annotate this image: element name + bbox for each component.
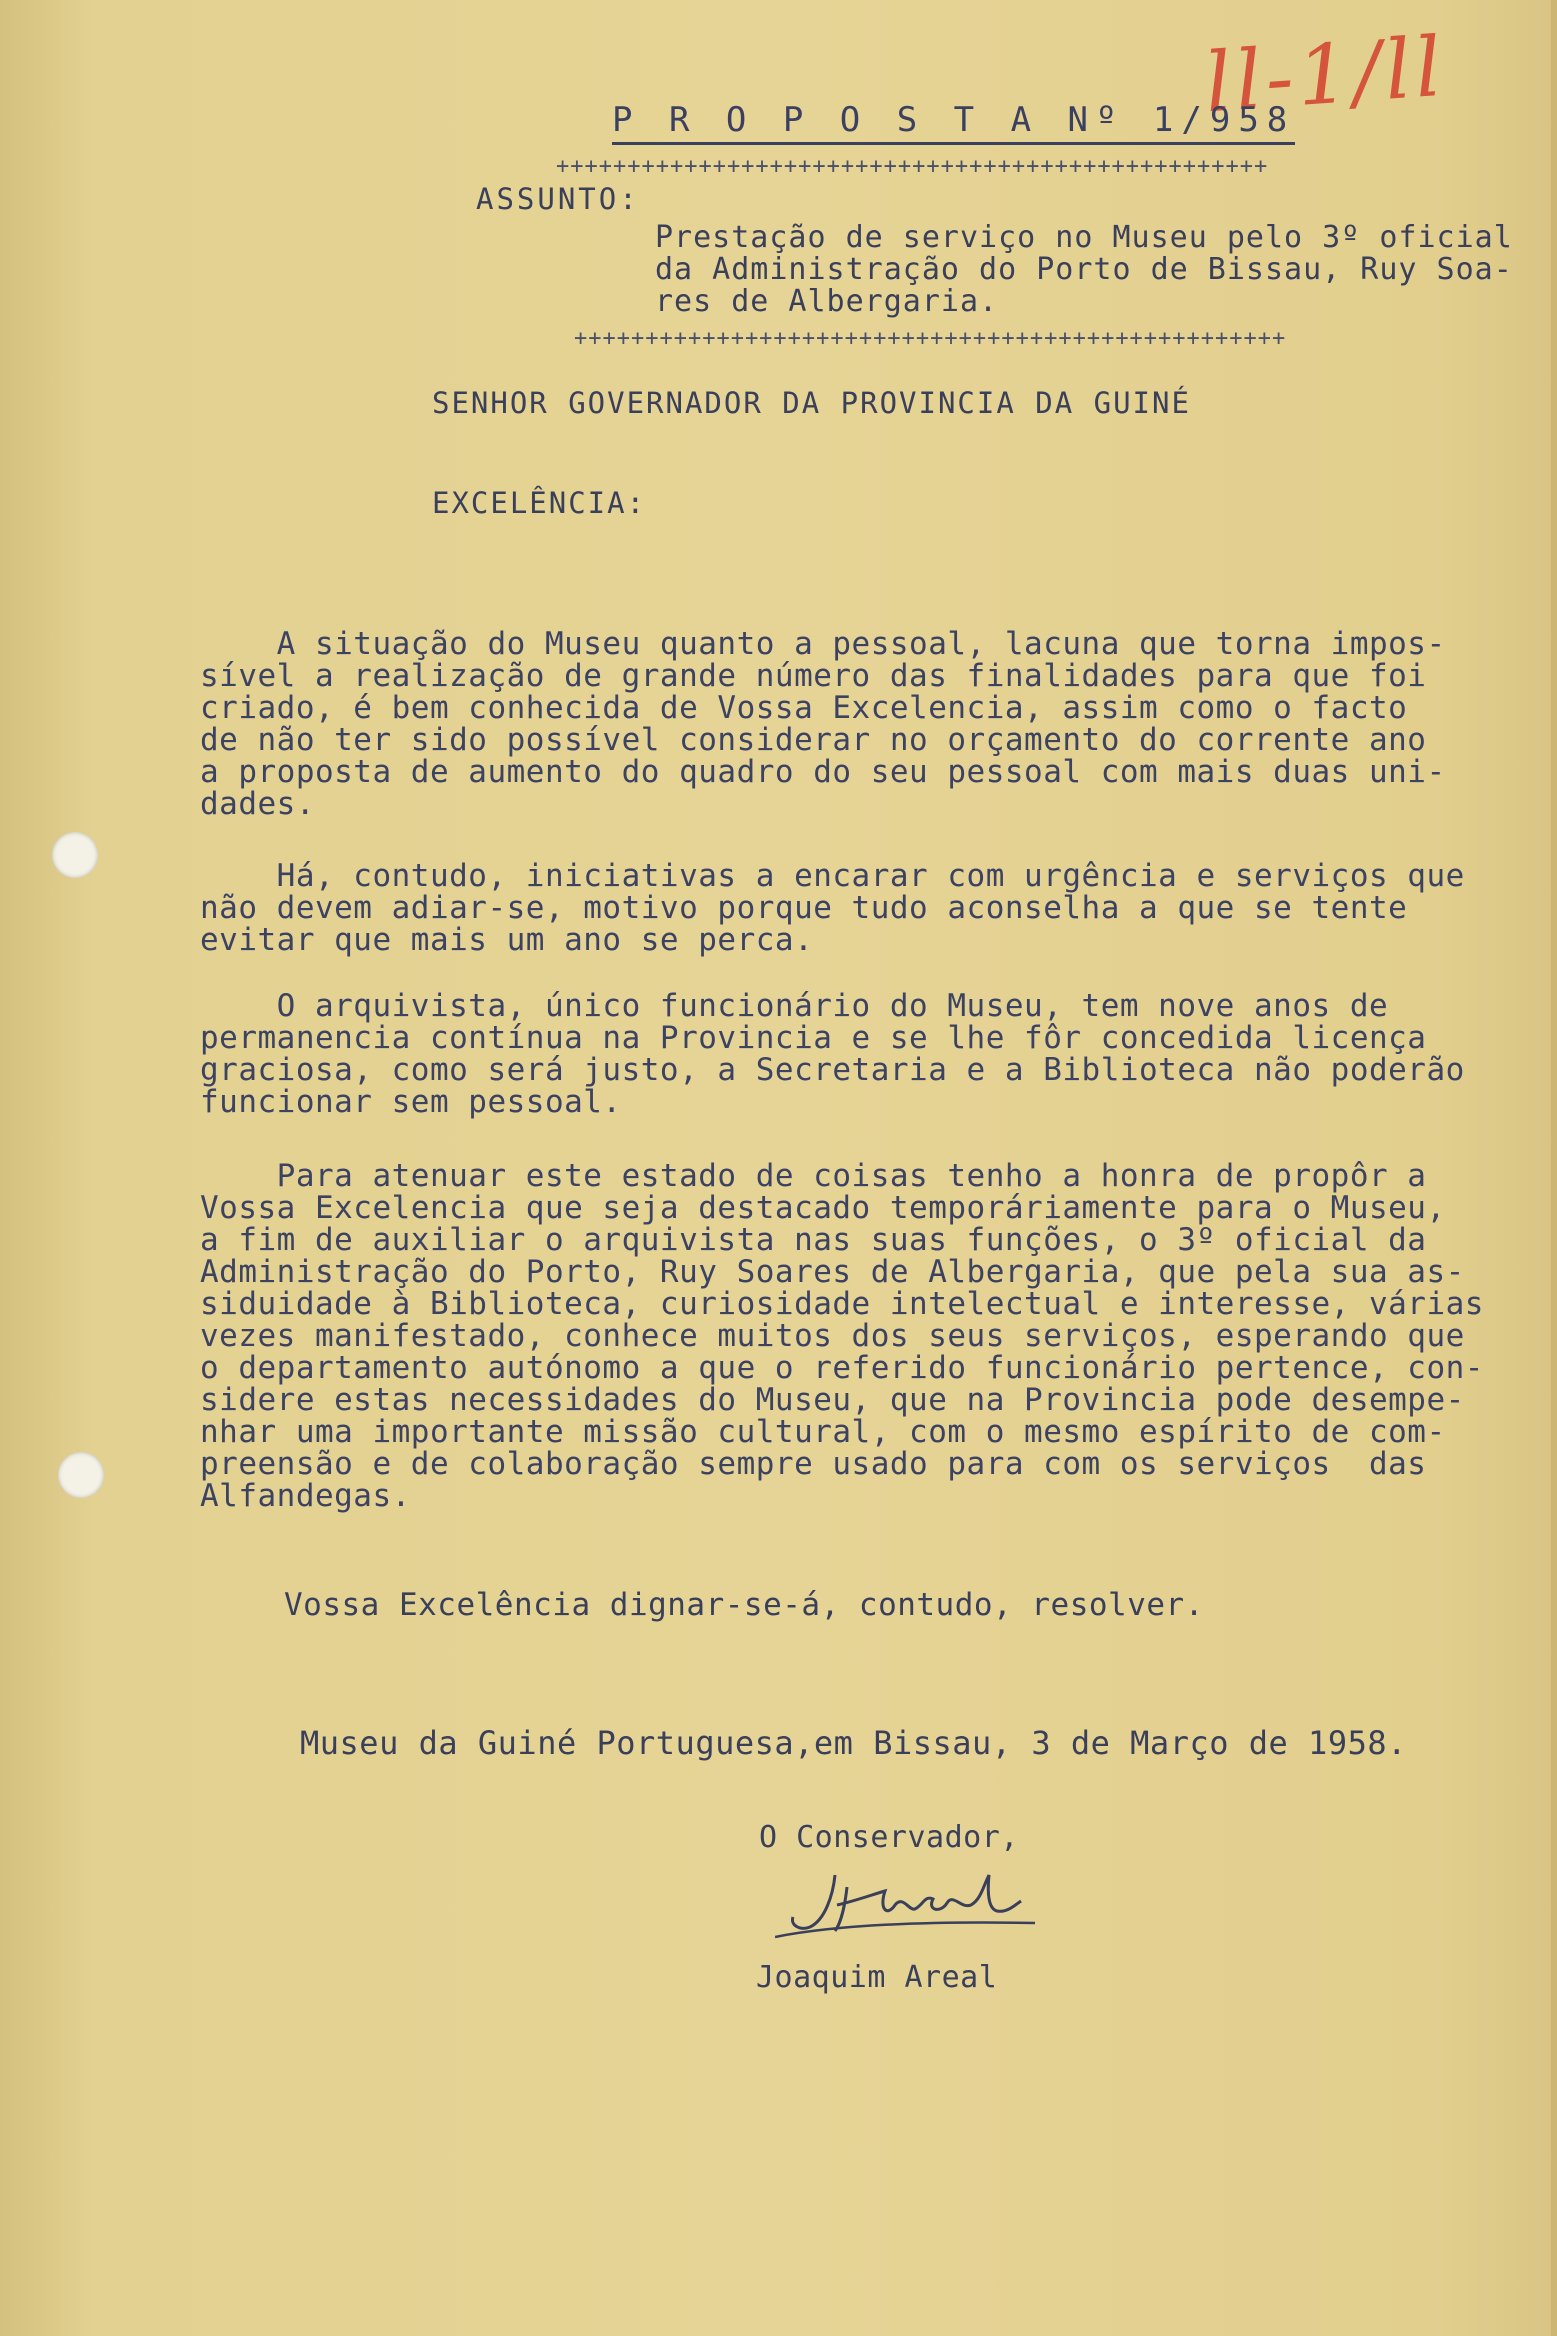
subject-line: res de Albergaria. <box>655 284 999 319</box>
separator-line: ++++++++++++++++++++++++++++++++++++++++++++++++++ <box>556 154 1269 179</box>
place-date: Museu da Guiné Portuguesa,em Bissau, 3 de Março de 1958. <box>300 1724 1407 1762</box>
signature-name: Joaquim Areal <box>756 1960 998 1995</box>
paragraph: Há, contudo, iniciativas a encarar com urgência e serviços que não devem adiar-se, motivo porque tudo aconselha a que se tente evitar que mais um ano se perca. <box>200 858 1465 958</box>
punch-hole <box>58 1452 104 1498</box>
paper-edge <box>1551 0 1557 2336</box>
subject-text <box>655 222 1513 318</box>
salutation: EXCELÊNCIA: <box>432 486 647 520</box>
paragraph: A situação do Museu quanto a pessoal, lacuna que torna impos- sível a realização de grande número das finalidades para que foi criado, é bem conhecida de Vossa Excelencia, assim como o facto de não ter sido possível considerar no orçamento do corrente ano a proposta de aumento do quadro do seu pessoal com mais duas uni- dades. <box>200 626 1446 822</box>
handwritten-signature <box>775 1865 1075 1955</box>
punch-hole <box>52 832 98 878</box>
signature-title: O Conservador, <box>759 1820 1019 1855</box>
closing-line: Vossa Excelência dignar-se-á, contudo, resolver. <box>284 1587 1204 1623</box>
addressee: SENHOR GOVERNADOR DA PROVINCIA DA GUINÉ <box>432 386 1191 420</box>
subject-label: ASSUNTO: <box>476 182 640 216</box>
document-title: P R O P O S T A Nº 1/958 <box>612 100 1295 145</box>
subject-line: da Administração do Porto de Bissau, Ruy Soa- <box>655 252 1513 287</box>
separator-line: ++++++++++++++++++++++++++++++++++++++++++++++++++ <box>574 326 1287 351</box>
subject-line: Prestação de serviço no Museu pelo 3º oficial <box>655 220 1513 255</box>
paragraph: Para atenuar este estado de coisas tenho a honra de propôr a Vossa Excelencia que seja destacado temporáriamente para o Museu, a fim de auxiliar o arquivista nas suas funções, o 3º oficial da Administração do Porto, Ruy Soares de Albergaria, que pela sua as- siduidade à Biblioteca, curiosidade intelectual e interesse, várias vezes manifestado, conhece muitos dos seus serviços, esperando que o departamento autónomo a que o referido funcionário pertence, con- sidere estas necessidades do Museu, que na Provincia pode desempe- nhar uma importante missão cultural, com o mesmo espírito de com- preensão e de colaboração sempre usado para com os serviços das Alfandegas. <box>200 1158 1484 1514</box>
paragraph: O arquivista, único funcionário do Museu, tem nove anos de permanencia contínua na Provincia e se lhe fôr concedida licença graciosa, como será justo, a Secretaria e a Biblioteca não poderão funcionar sem pessoal. <box>200 988 1465 1120</box>
handwritten-archive-number: ll-1/ll <box>1201 19 1449 132</box>
